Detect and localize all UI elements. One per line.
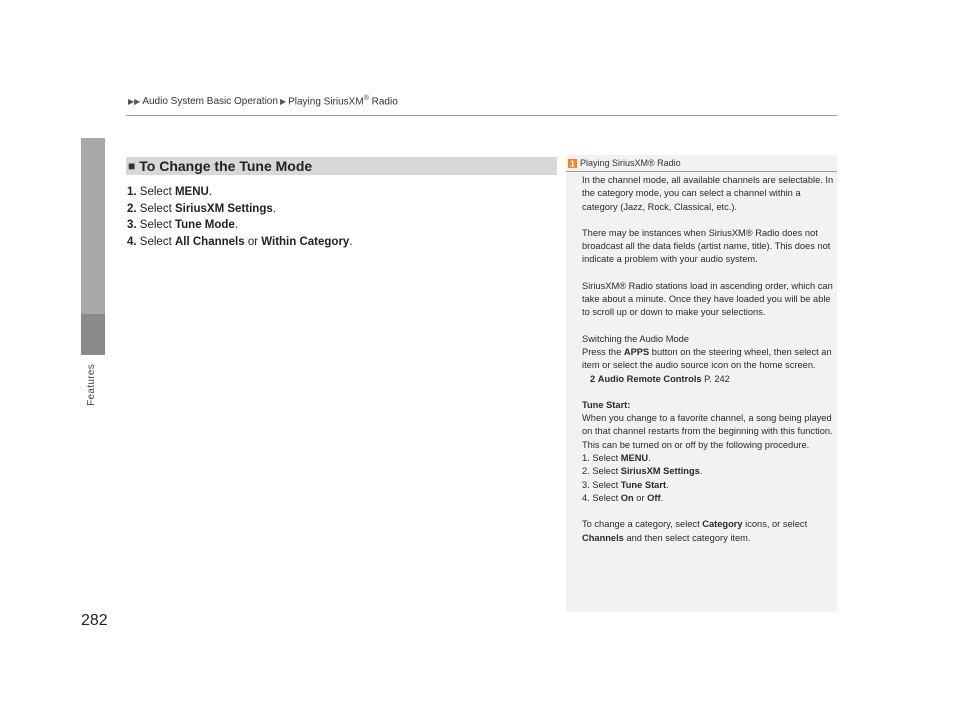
- note-paragraph: In the channel mode, all available channels are selectable. In the category mode, you can select a channel within a category (Jazz, Rock, Classical, etc.).: [582, 175, 834, 212]
- breadcrumb-item-siriusxm[interactable]: Playing SiriusXM® Radio: [288, 95, 398, 108]
- note-paragraph: There may be instances when SiriusXM® Radio does not broadcast all the data fields (artist name, title). This does not indicate a problem with your audio system.: [582, 227, 831, 265]
- note-paragraph-switching: Switching the Audio Mode Press the APPS button on the steering wheel, then select an item or select the audio source icon on the home screen. 2 Audio Remote Controls P. 242: [582, 333, 832, 384]
- reference-arrow-icon: 2: [590, 373, 596, 384]
- section-title: To Change the Tune Mode: [139, 158, 313, 174]
- note-paragraph-tune-start: Tune Start: When you change to a favorite channel, a song being played on that channel restarts from the beginning with this function. This can be turned on or off by the following procedure. 1. Select MENU. 2. Select SiriusXM Settings. 3. Select Tune Start. 4. Select On or Off.: [582, 399, 833, 503]
- breadcrumb-arrow-icon: ▶▶: [128, 96, 141, 106]
- side-tab-marker: [81, 314, 105, 355]
- breadcrumb: [126, 95, 398, 107]
- step-item: 3. Select Tune Mode.: [127, 219, 239, 231]
- side-tab-strip: [81, 138, 105, 314]
- note-header: [566, 155, 837, 172]
- breadcrumb-item-audio-system[interactable]: Audio System Basic Operation: [142, 95, 278, 107]
- steps-list: [127, 184, 353, 250]
- header-rule: [126, 115, 837, 116]
- square-bullet-icon: ■: [128, 159, 136, 173]
- step-item: 4. Select All Channels or Within Category.: [127, 235, 353, 248]
- side-note-panel: [566, 155, 837, 612]
- side-label: Features: [86, 364, 97, 406]
- note-title: Playing SiriusXM® Radio: [580, 158, 681, 168]
- breadcrumb-arrow-icon: ▶: [279, 96, 287, 106]
- reference-link[interactable]: 2 Audio Remote Controls P. 242: [590, 373, 730, 384]
- step-item: 1. Select MENU.: [127, 186, 213, 198]
- section-header: [126, 157, 557, 175]
- note-paragraph-category: To change a category, select Category icons, or select Channels and then select category item.: [582, 519, 808, 543]
- page-number: 282: [81, 612, 108, 629]
- note-body: [582, 174, 834, 558]
- note-icon: [568, 159, 577, 168]
- svg-text:1: 1: [570, 159, 575, 168]
- step-item: 2. Select SiriusXM Settings.: [127, 202, 276, 215]
- note-paragraph: SiriusXM® Radio stations load in ascending order, which can take about a minute. Once they have loaded you will be able to scroll up or down to make your selections.: [582, 280, 833, 318]
